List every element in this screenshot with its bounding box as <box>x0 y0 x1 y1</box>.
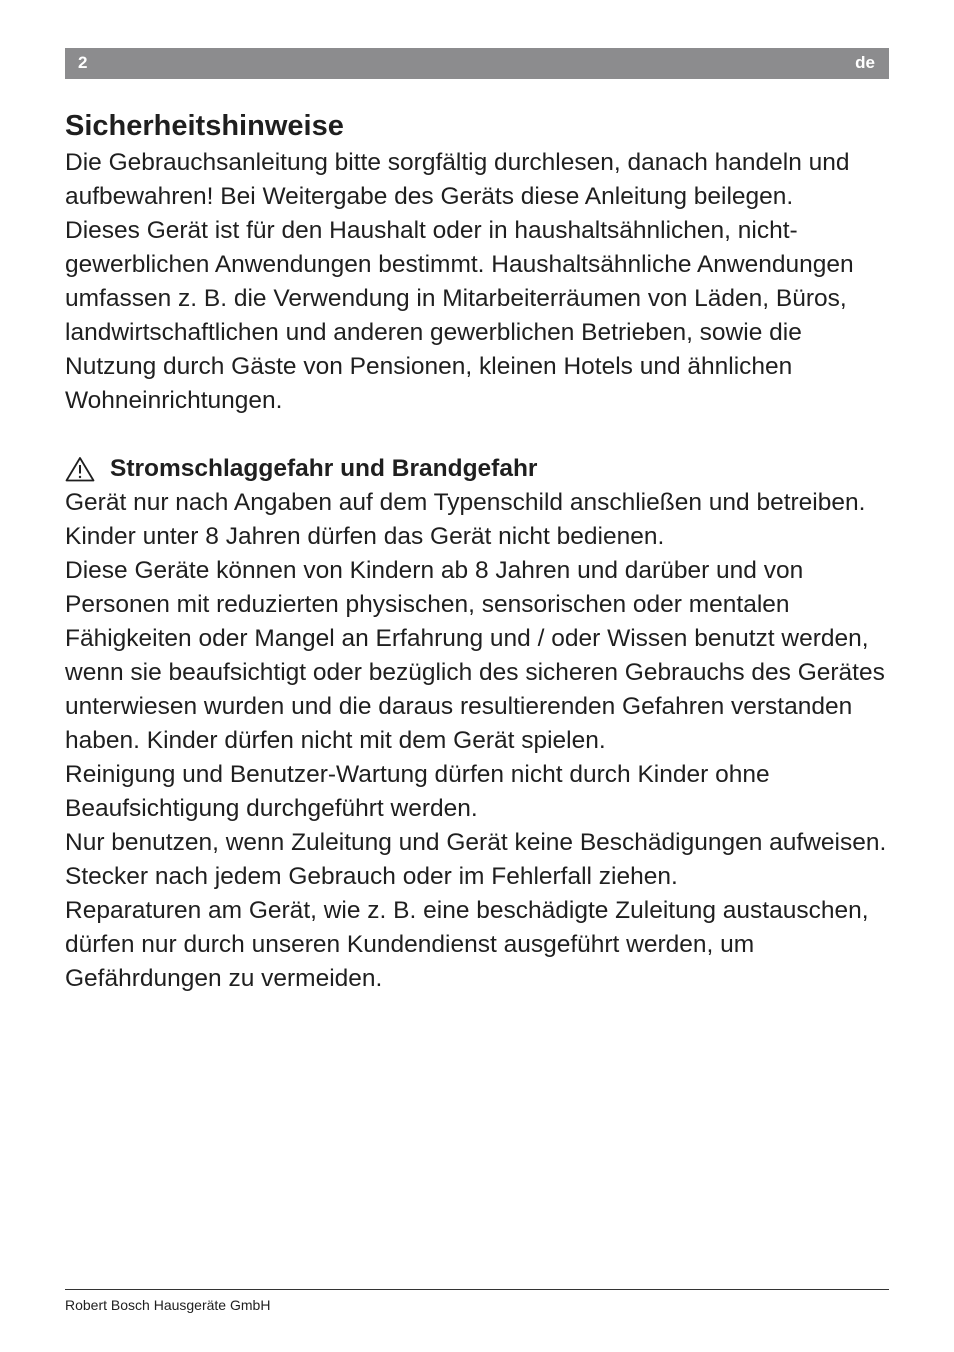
warning-paragraph: Reparaturen am Gerät, wie z. B. eine beschädigte Zuleitung austauschen, dürfen nur durch unseren Kundendienst ausgeführt werden, um Gefährdungen zu vermeiden. <box>65 897 869 992</box>
warning-triangle-icon <box>65 456 95 482</box>
intro-paragraph: Die Gebrauchsanleitung bitte sorgfältig durchlesen, danach handeln und aufbewahren! Bei Weitergabe des Geräts diese Anleitung beilegen. <box>65 149 850 210</box>
language-code: de <box>855 53 875 72</box>
section-spacer <box>65 418 889 452</box>
page-header-bar <box>65 48 889 79</box>
footer-company: Robert Bosch Hausgeräte GmbH <box>65 1297 271 1313</box>
main-content <box>65 106 889 996</box>
warning-paragraph: Stecker nach jedem Gebrauch oder im Fehlerfall ziehen. <box>65 863 678 890</box>
page-title: Sicherheitshinweise <box>65 110 344 142</box>
footer-divider <box>65 1289 889 1290</box>
page-number: 2 <box>78 53 88 72</box>
warning-paragraph: Kinder unter 8 Jahren dürfen das Gerät nicht bedienen. <box>65 523 665 550</box>
intro-paragraph: Dieses Gerät ist für den Haushalt oder in haushaltsähnlichen, nicht-gewerblichen Anwendungen bestimmt. Haushaltsähnliche Anwendungen umfassen z. B. die Verwendung in Mitarbeiterräumen von Läden, Büros, landwirtschaftlichen und anderen gewerblichen Betrieben, sowie die Nutzung durch Gäste von Pensionen, kleinen Hotels und ähnlichen Wohneinrichtungen. <box>65 217 854 414</box>
warning-paragraph: Diese Geräte können von Kindern ab 8 Jahren und darüber und von Personen mit reduzierten physischen, sensorischen oder mentalen Fähigkeiten oder Mangel an Erfahrung und / oder Wissen benutzt werden, wenn sie beaufsichtigt oder bezüglich des sicheren Gebrauchs des Gerätes unterwiesen wurden und die daraus resultierenden Gefahren verstanden haben. Kinder dürfen nicht mit dem Gerät spielen. <box>65 557 885 754</box>
warning-paragraph: Nur benutzen, wenn Zuleitung und Gerät keine Beschädigungen aufweisen. <box>65 829 887 856</box>
warning-paragraph: Gerät nur nach Angaben auf dem Typenschild anschließen und betreiben. <box>65 489 866 516</box>
warning-heading-text: Stromschlaggefahr und Brandgefahr <box>110 455 538 482</box>
warning-paragraph: Reinigung und Benutzer-Wartung dürfen nicht durch Kinder ohne Beaufsichtigung durchgeführt werden. <box>65 761 770 822</box>
warning-heading <box>65 452 889 486</box>
